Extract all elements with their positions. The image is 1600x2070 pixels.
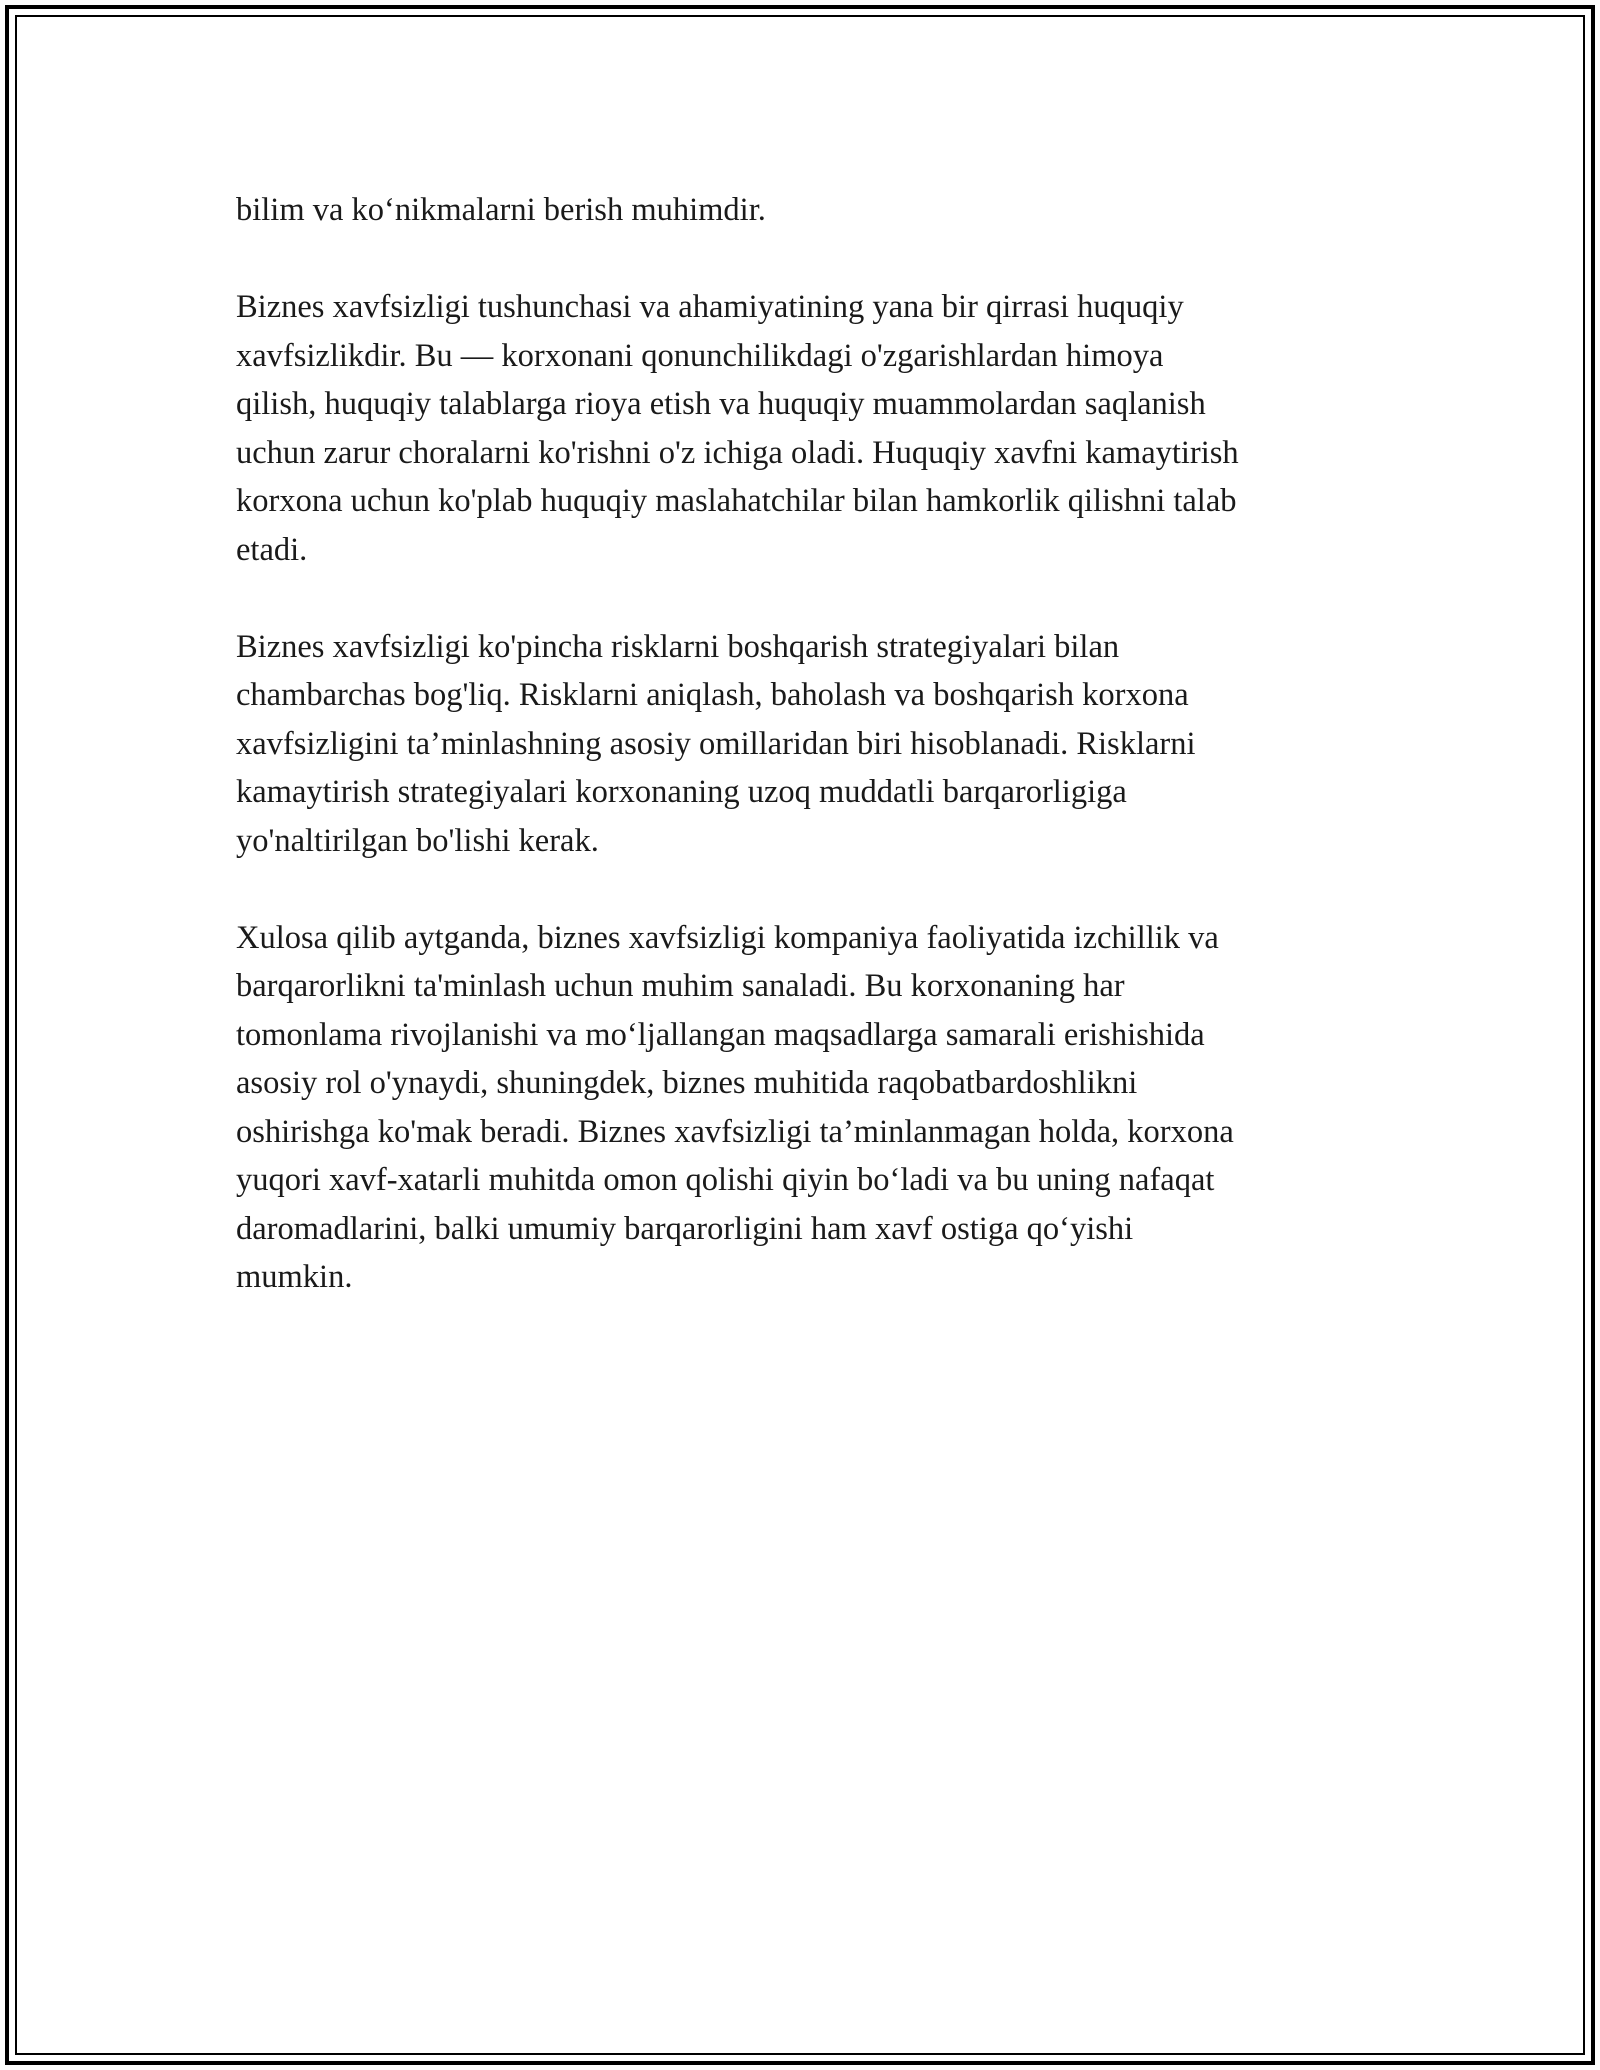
document-body: [236, 186, 1376, 1350]
paragraph-continuation: bilim va ko‘nikmalarni berish muhimdir.: [236, 192, 766, 228]
paragraph-risk-management: Biznes xavfsizligi ko'pincha risklarni boshqarish strategiyalari bilan chambarchas bog'liq. Risklarni aniqlash, baholash va boshqarish korxona xavfsizligini ta’minlashning asosiy omillaridan biri hisoblanadi. Risklarni kamaytirish strategiyalari korxonaning uzoq muddatli barqarorligiga yo'naltirilgan bo'lishi kerak.: [236, 628, 1196, 859]
paragraph-legal-security: Biznes xavfsizligi tushunchasi va ahamiyatining yana bir qirrasi huquqiy xavfsizlikdir. Bu — korxonani qonunchilikdagi o'zgarishlardan himoya qilish, huquqiy talablarga rioya etish va huquqiy muammolardan saqlanish uchun zarur choralarni ko'rishni o'z ichiga oladi. Huquqiy xavfni kamaytirish korxona uchun ko'plab huquqiy maslahatchilar bilan hamkorlik qilishni talab etadi.: [236, 289, 1239, 568]
paragraph-conclusion: Xulosa qilib aytganda, biznes xavfsizligi kompaniya faoliyatida izchillik va barqarorlikni ta'minlash uchun muhim sanaladi. Bu korxonaning har tomonlama rivojlanishi va mo‘ljallangan maqsadlarga samarali erishishida asosiy rol o'ynaydi, shuningdek, biznes muhitida raqobatbardoshlikni oshirishga ko'mak beradi. Biznes xavfsizligi ta’minlanmagan holda, korxona yuqori xavf-xatarli muhitda omon qolishi qiyin bo‘ladi va bu uning nafaqat daromadlarini, balki umumiy barqarorligini ham xavf ostiga qo‘yishi mumkin.: [236, 919, 1234, 1295]
